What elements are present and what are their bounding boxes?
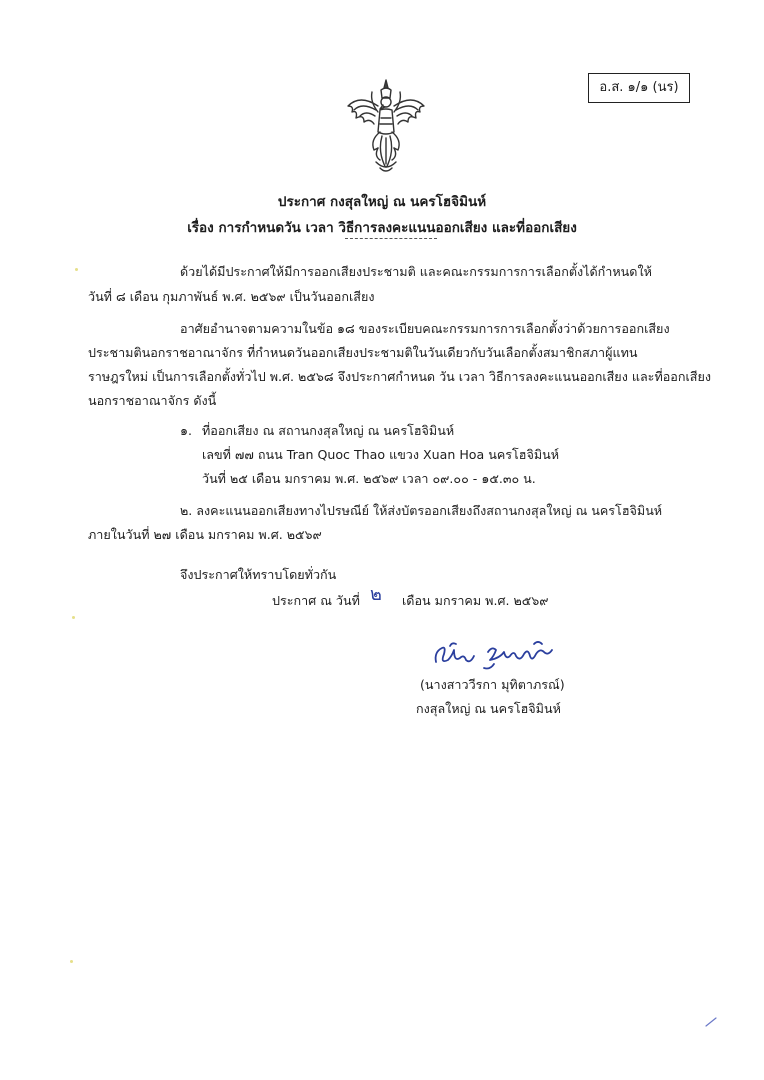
para2-line2: ประชามตินอกราชอาณาจักร ที่กำหนดวันออกเสียงประชามติในวันเดียวกับวันเลือกตั้งสมาชิกสภาผู้แทน [88, 345, 638, 360]
para2-line1: อาศัยอำนาจตามความในข้อ ๑๘ ของระเบียบคณะกรรมการการเลือกตั้งว่าด้วยการออกเสียง [180, 321, 670, 336]
signature-icon [430, 638, 560, 674]
para2-line3: ราษฎรใหม่ เป็นการเลือกตั้งทั่วไป พ.ศ. ๒๕๖๘ จึงประกาศกำหนด วัน เวลา วิธีการลงคะแนนออกเสียง และที่ออกเสียง [88, 369, 712, 384]
date-day-handwritten: ๒ [370, 584, 382, 605]
item1-line2: เลขที่ ๗๗ ถนน Tran Quoc Thao แขวง Xuan Hoa นครโฮจิมินห์ [202, 447, 560, 462]
form-code-box: อ.ส. ๑/๑ (นร) [588, 73, 690, 103]
para1-line1: ด้วยได้มีประกาศให้มีการออกเสียงประชามติ และคณะกรรมการการเลือกตั้งได้กำหนดให้ [180, 264, 652, 279]
para1-line2: วันที่ ๘ เดือน กุมภาพันธ์ พ.ศ. ๒๕๖๙ เป็นวันออกเสียง [88, 289, 375, 304]
signatory-position: กงสุลใหญ่ ณ นครโฮจิมินห์ [416, 701, 561, 716]
paper-speck [70, 960, 73, 963]
paper-speck [72, 616, 75, 619]
closing-statement: จึงประกาศให้ทราบโดยทั่วกัน [180, 567, 337, 582]
item2-line1: ๒. ลงคะแนนออกเสียงทางไปรษณีย์ ให้ส่งบัตรออกเสียงถึงสถานกงสุลใหญ่ ณ นครโฮจิมินห์ [180, 503, 663, 518]
announcement-subject: เรื่อง การกำหนดวัน เวลา วิธีการลงคะแนนออกเสียง และที่ออกเสียง [187, 220, 577, 236]
item1-line1: ที่ออกเสียง ณ สถานกงสุลใหญ่ ณ นครโฮจิมินห์ [202, 423, 455, 438]
pen-mark-icon [704, 1016, 718, 1028]
signatory-name: (นางสาววีรกา มุทิตาภรณ์) [420, 677, 565, 692]
date-prefix: ประกาศ ณ วันที่ [272, 593, 360, 608]
paper-speck [75, 268, 78, 271]
item1-number: ๑. [180, 423, 192, 438]
para2-line4: นอกราชอาณาจักร ดังนี้ [88, 393, 217, 408]
garuda-emblem-icon [340, 76, 432, 176]
announcement-title: ประกาศ กงสุลใหญ่ ณ นครโฮจิมินห์ [277, 194, 487, 210]
title-separator [345, 238, 437, 239]
item1-line3: วันที่ ๒๕ เดือน มกราคม พ.ศ. ๒๕๖๙ เวลา ๐๙.๐๐ - ๑๕.๓๐ น. [202, 471, 536, 486]
date-suffix: เดือน มกราคม พ.ศ. ๒๕๖๙ [402, 593, 549, 608]
item2-line2: ภายในวันที่ ๒๗ เดือน มกราคม พ.ศ. ๒๕๖๙ [88, 527, 322, 542]
